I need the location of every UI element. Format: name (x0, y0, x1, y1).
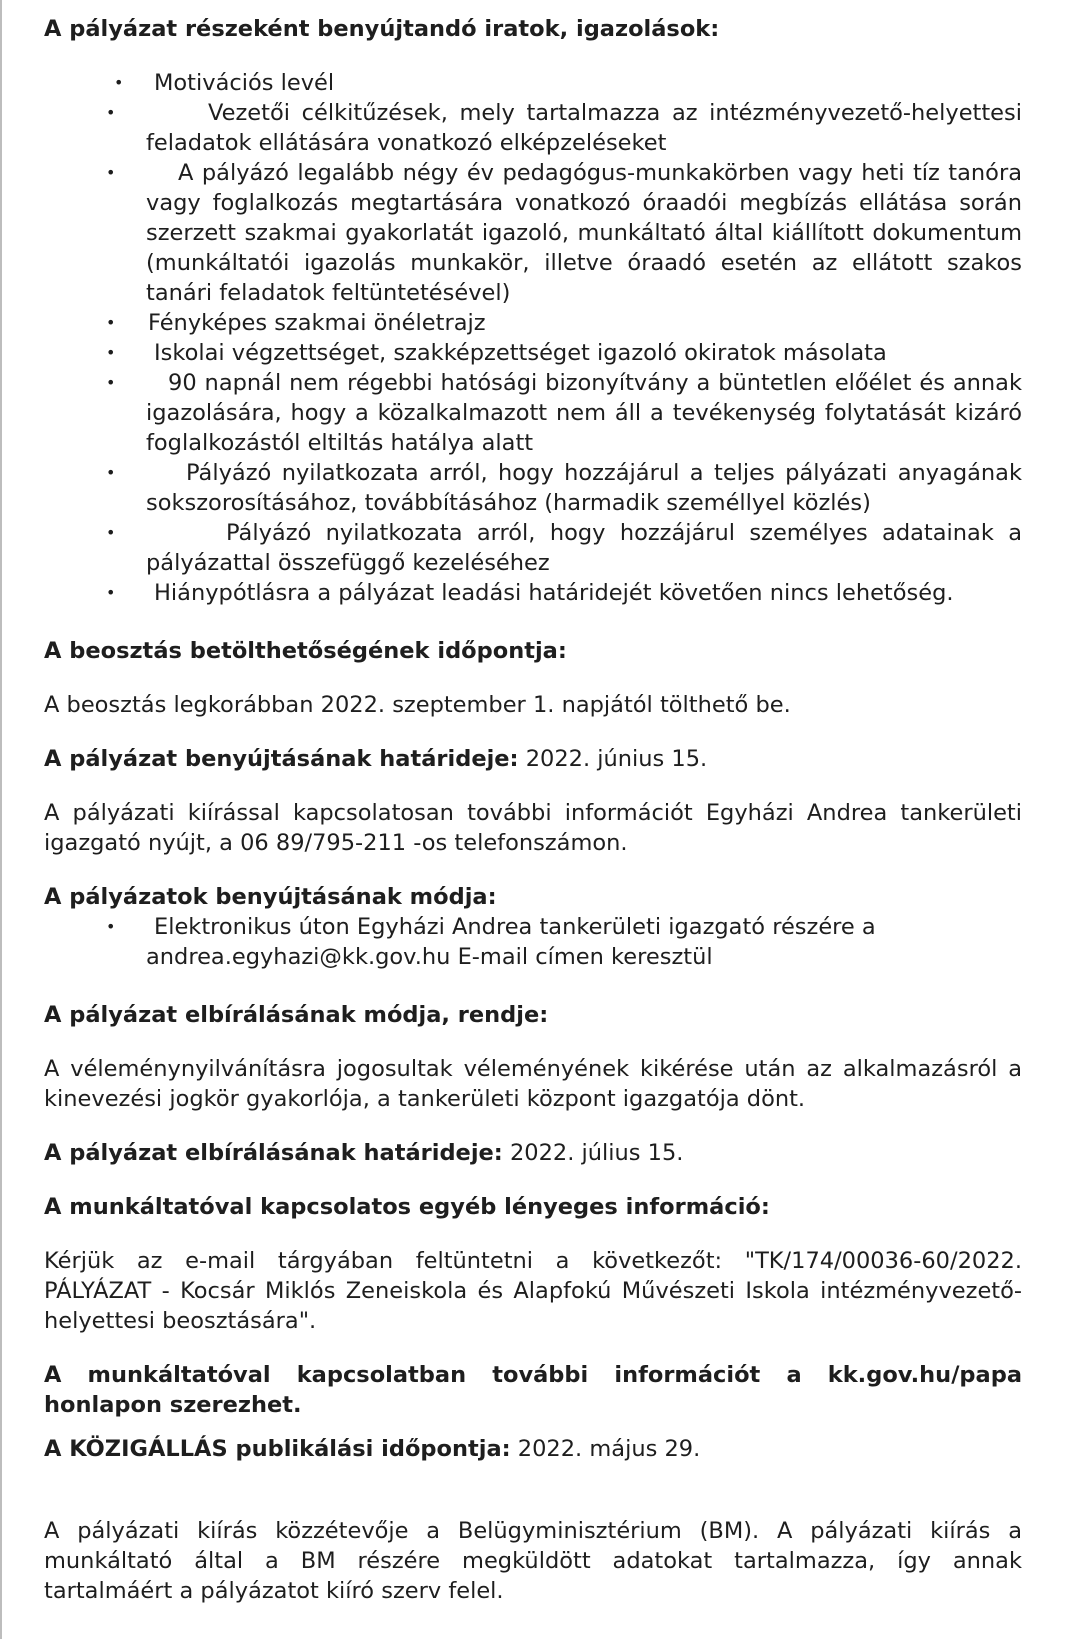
list-item (44, 912, 1022, 972)
list-item (44, 158, 1022, 308)
start-date-text: A beosztás legkorábban 2022. szeptember 1. napjától tölthető be. (44, 692, 791, 718)
submission-method-list (44, 912, 1022, 972)
list-item-text: A pályázó legalább négy év pedagógus-munkakörben vagy heti tíz tanóra vagy foglalkozás megtartására vonatkozó óraadói megbízás ellátása során szerzett szakmai gyakorlatát igazoló, munkáltató által kiállított dokumentum (munkáltatói igazolás munkakör, illetve óraadó esetén az ellátott szakos tanári feladatok feltüntetésével) (146, 160, 1022, 306)
list-item (44, 338, 1022, 368)
publication-date-label: A KÖZIGÁLLÁS publikálási időpontja: (44, 1436, 511, 1462)
bullet-icon: • (106, 583, 116, 602)
submission-method-heading: A pályázatok benyújtásának módja: (44, 884, 497, 910)
publication-date-value: 2022. május 29. (510, 1436, 701, 1462)
website-note: A munkáltatóval kapcsolatban további információt a kk.gov.hu/papa honlapon szerezhet. (44, 1362, 1022, 1418)
publication-date (44, 1434, 1022, 1464)
list-item-text: Iskolai végzettséget, szakképzettséget igazoló okiratok másolata (154, 340, 887, 366)
bullet-icon: • (106, 917, 116, 936)
other-info-heading: A munkáltatóval kapcsolatos egyéb lényeges információ: (44, 1194, 770, 1220)
bullet-icon: • (106, 313, 116, 332)
documents-list (44, 68, 1022, 608)
list-item (44, 68, 1022, 98)
bullet-icon: • (114, 73, 124, 92)
documents-heading: A pályázat részeként benyújtandó iratok, igazolások: (44, 16, 720, 42)
start-date-heading: A beosztás betölthetőségének időpontja: (44, 638, 567, 664)
submission-deadline-value: 2022. június 15. (518, 746, 708, 772)
other-info-text: Kérjük az e-mail tárgyában feltüntetni a következőt: "TK/174/00036-60/2022. PÁLYÁZAT - Kocsár Miklós Zeneiskola és Alapfokú Művészeti Iskola intézményvezető-helyettesi beosztására". (44, 1248, 1022, 1334)
bullet-icon: • (106, 373, 116, 392)
submission-deadline-label: A pályázat benyújtásának határideje: (44, 746, 519, 772)
list-item (44, 518, 1022, 578)
contact-info-text: A pályázati kiírással kapcsolatosan további információt Egyházi Andrea tankerületi igazgató nyújt, a 06 89/795-211 -os telefonszámon. (44, 800, 1022, 856)
list-item-text: Pályázó nyilatkozata arról, hogy hozzájárul a teljes pályázati anyagának sokszorosításához, továbbításához (harmadik személlyel közlés) (146, 460, 1022, 516)
bullet-icon: • (106, 163, 116, 182)
bullet-icon: • (106, 103, 116, 122)
document-content (44, 0, 1022, 1606)
bullet-icon: • (106, 343, 116, 362)
list-item-text: Fényképes szakmai önéletrajz (148, 310, 486, 336)
evaluation-method-text: A véleménynyilvánításra jogosultak véleményének kikérése után az alkalmazásról a kinevezési jogkör gyakorlója, a tankerületi központ igazgatója dönt. (44, 1056, 1022, 1112)
list-item (44, 368, 1022, 458)
submission-deadline (44, 744, 1022, 774)
list-item-text: Hiánypótlásra a pályázat leadási határidejét követően nincs lehetőség. (154, 580, 954, 606)
list-item-text: Elektronikus úton Egyházi Andrea tankerületi igazgató részére a andrea.egyhazi@kk.gov.hu E-mail címen keresztül (146, 914, 876, 970)
evaluation-deadline-label: A pályázat elbírálásának határideje: (44, 1140, 503, 1166)
list-item (44, 98, 1022, 158)
list-item-text: Vezetői célkitűzések, mely tartalmazza az intézményvezető-helyettesi feladatok ellátására vonatkozó elképzeléseket (146, 100, 1022, 156)
evaluation-deadline-value: 2022. július 15. (502, 1140, 684, 1166)
list-item (44, 578, 1022, 608)
bullet-icon: • (106, 523, 116, 542)
publisher-note: A pályázati kiírás közzétevője a Belügyminisztérium (BM). A pályázati kiírás a munkáltató által a BM részére megküldött adatokat tartalmazza, így annak tartalmáért a pályázatot kiíró szerv felel. (44, 1518, 1022, 1604)
bullet-icon: • (106, 463, 116, 482)
list-item-text: Pályázó nyilatkozata arról, hogy hozzájárul személyes adatainak a pályázattal összefüggő kezeléséhez (146, 520, 1022, 576)
list-item-text: 90 napnál nem régebbi hatósági bizonyítvány a büntetlen előélet és annak igazolására, hogy a közalkalmazott nem áll a tevékenység folytatását kizáró foglalkozástól eltiltás hatálya alatt (146, 370, 1022, 456)
evaluation-method-heading: A pályázat elbírálásának módja, rendje: (44, 1002, 549, 1028)
list-item (44, 308, 1022, 338)
list-item (44, 458, 1022, 518)
list-item-text: Motivációs levél (154, 70, 335, 96)
evaluation-deadline (44, 1138, 1022, 1168)
